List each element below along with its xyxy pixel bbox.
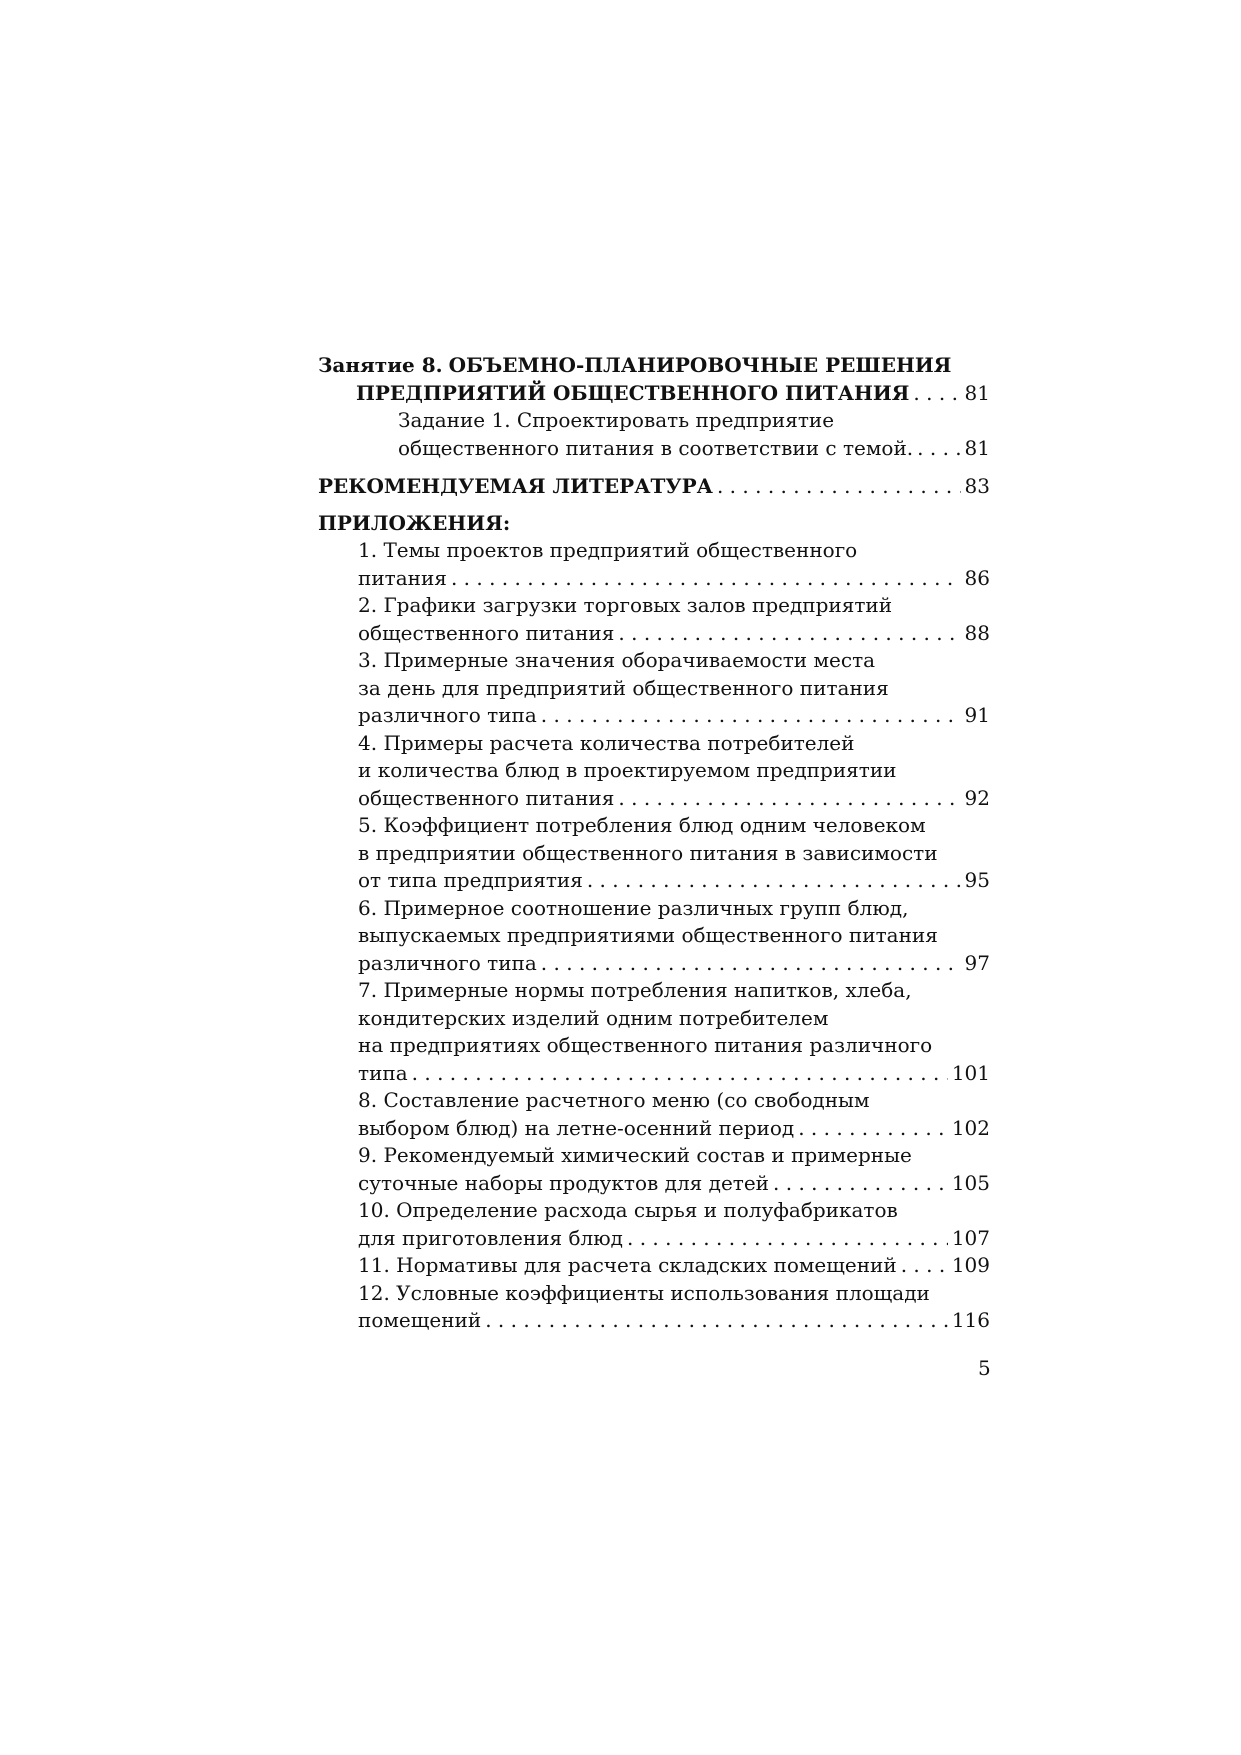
- appendix-item-line: суточные наборы продуктов для детей: [358, 1170, 770, 1195]
- appendix-item-line: различного типа: [358, 703, 537, 727]
- toc-entry-literature: [318, 473, 990, 501]
- appendix-item: [318, 895, 990, 978]
- lesson-prefix: Занятие 8.: [318, 353, 443, 377]
- appendix-item-page: 95: [964, 868, 990, 892]
- dot-leader: [901, 1252, 948, 1280]
- appendix-item-line: 9. Рекомендуемый химический состав и примерные: [358, 1143, 912, 1167]
- task-line2: общественного питания в соответствии с темой.: [398, 435, 914, 460]
- appendix-item: [318, 592, 990, 647]
- appendix-item-page: 101: [951, 1060, 990, 1085]
- appendix-item-page: 116: [951, 1308, 990, 1332]
- lesson-page: 81: [964, 380, 990, 405]
- appendix-item-page: 97: [964, 950, 990, 975]
- appendix-item: [318, 1087, 990, 1142]
- appendix-item-line: 2. Графики загрузки торговых залов предприятий: [358, 593, 893, 617]
- toc-entry-lesson-8: [318, 352, 990, 407]
- appendix-item-line: 1. Темы проектов предприятий общественного: [358, 538, 858, 562]
- appendix-item-line: 5. Коэффициент потребления блюд одним человеком: [358, 813, 926, 837]
- dot-leader: [412, 1060, 948, 1088]
- appendix-item: [318, 1280, 990, 1335]
- lesson-title-line1: ОБЪЕМНО-ПЛАНИРОВОЧНЫЕ РЕШЕНИЯ: [448, 353, 952, 377]
- appendix-item-line: питания: [358, 565, 447, 590]
- dot-leader: [798, 1115, 948, 1143]
- appendix-item-line: 8. Составление расчетного меню (со свободным: [358, 1088, 870, 1112]
- appendix-item: [318, 812, 990, 895]
- dot-leader: [717, 473, 961, 501]
- appendix-item: [318, 1142, 990, 1197]
- appendix-item-page: 102: [951, 1115, 990, 1140]
- appendix-item-page: 88: [964, 620, 990, 645]
- literature-page: 83: [964, 474, 990, 498]
- appendix-item: [318, 1197, 990, 1252]
- dot-leader: [485, 1307, 948, 1335]
- appendix-item-line: типа: [358, 1060, 408, 1085]
- dot-leader: [773, 1170, 948, 1198]
- appendix-item: [318, 730, 990, 813]
- appendix-item-line: общественного питания: [358, 620, 615, 645]
- appendix-item-line: выбором блюд) на летне-осенний период: [358, 1115, 795, 1140]
- appendix-item-line: на предприятиях общественного питания различного: [358, 1033, 933, 1057]
- task-line1: Задание 1. Спроектировать предприятие: [398, 408, 835, 432]
- appendix-item-line: помещений: [358, 1308, 482, 1332]
- page-number: 5: [978, 1356, 991, 1380]
- literature-title: РЕКОМЕНДУЕМАЯ ЛИТЕРАТУРА: [318, 474, 713, 498]
- appendix-item-line: различного типа: [358, 950, 537, 975]
- appendix-item-page: 105: [951, 1170, 990, 1195]
- appendix-item-page: 91: [964, 703, 990, 727]
- appendix-item-page: 107: [951, 1225, 990, 1250]
- appendix-item: [318, 1252, 990, 1280]
- appendix-item-line: 12. Условные коэффициенты использования площади: [358, 1280, 930, 1305]
- dot-leader: [587, 867, 961, 895]
- appendix-item-line: от типа предприятия: [358, 868, 583, 892]
- appendix-item-line: выпускаемых предприятиями общественного питания: [358, 923, 938, 947]
- table-of-contents: [318, 352, 990, 1335]
- toc-entry-appendix: [318, 510, 990, 538]
- appendix-item-line: за день для предприятий общественного питания: [358, 675, 889, 700]
- appendix-item: [318, 977, 990, 1087]
- dot-leader: [541, 702, 961, 730]
- dot-leader: [541, 950, 961, 978]
- dot-leader: [913, 380, 960, 408]
- appendix-item-line: 11. Нормативы для расчета складских помещений: [358, 1253, 897, 1277]
- appendix-item-page: 109: [951, 1253, 990, 1277]
- appendix-item-line: для приготовления блюд: [358, 1225, 623, 1250]
- appendix-item-line: 7. Примерные нормы потребления напитков, хлеба,: [358, 978, 912, 1002]
- toc-entry-task-1: [318, 407, 990, 462]
- appendix-item: [318, 537, 990, 592]
- appendix-item-line: в предприятии общественного питания в зависимости: [358, 840, 938, 865]
- lesson-title-line2: ПРЕДПРИЯТИЙ ОБЩЕСТВЕННОГО ПИТАНИЯ: [356, 380, 910, 405]
- task-page: 81: [964, 435, 990, 460]
- appendix-title: ПРИЛОЖЕНИЯ:: [318, 510, 511, 535]
- appendix-item-line: 10. Определение расхода сырья и полуфабрикатов: [358, 1198, 898, 1222]
- appendix-item: [318, 647, 990, 730]
- dot-leader: [451, 565, 961, 593]
- appendix-item-line: 6. Примерное соотношение различных групп блюд,: [358, 895, 909, 920]
- dot-leader: [618, 620, 960, 648]
- appendix-item-line: общественного питания: [358, 785, 615, 810]
- dot-leader: [627, 1225, 948, 1253]
- appendix-item-line: 3. Примерные значения оборачиваемости места: [358, 648, 876, 672]
- appendix-item-line: 4. Примеры расчета количества потребителей: [358, 730, 855, 755]
- appendix-item-page: 86: [964, 565, 990, 590]
- dot-leader: [618, 785, 960, 813]
- dot-leader: [917, 435, 960, 463]
- appendix-item-page: 92: [964, 785, 990, 810]
- appendix-item-line: кондитерских изделий одним потребителем: [358, 1005, 829, 1030]
- appendix-item-line: и количества блюд в проектируемом предприятии: [358, 758, 897, 782]
